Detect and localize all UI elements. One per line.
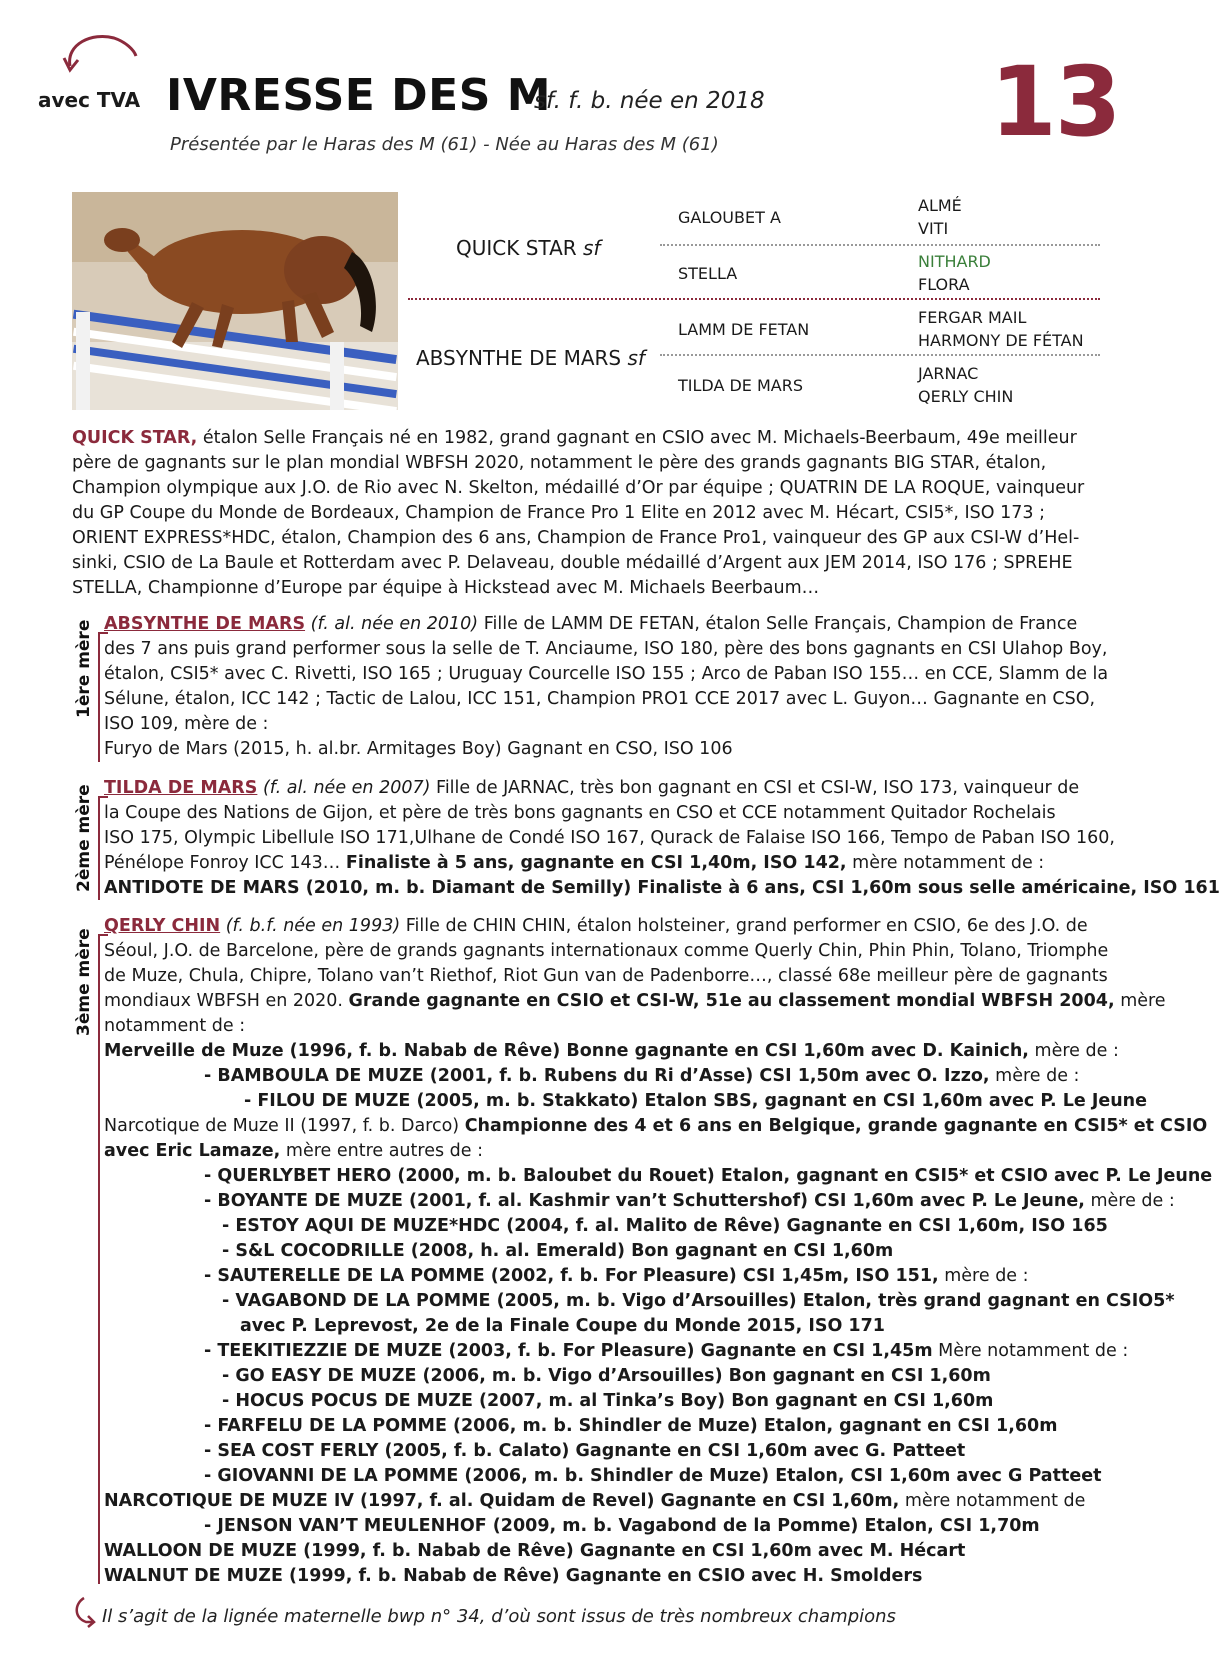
offspring-line: - FILOU DE MUZE (2005, m. b. Stakkato) Etalon SBS, gagnant en CSI 1,60m avec P. Le Jeune: [244, 1091, 1148, 1111]
pedigree-divider-main: [408, 298, 1100, 300]
dam1-bracket: [98, 632, 100, 762]
text-line: ISO 109, mère de :: [104, 714, 269, 734]
offspring-line: - VAGABOND DE LA POMME (2005, m. b. Vigo d’Arsouilles) Etalon, très grand gagnant en CSIO5*: [222, 1291, 1175, 1311]
pedigree-ggs7: JARNAC: [918, 364, 979, 383]
pedigree-ggs1: ALMÉ: [918, 196, 962, 215]
dam3-label: 3ème mère: [74, 928, 94, 1036]
offspring-line: - ESTOY AQUI DE MUZE*HDC (2004, f. al. Malito de Rêve) Gagnante en CSI 1,60m, ISO 165: [222, 1216, 1108, 1236]
pedigree-divider: [660, 354, 1100, 356]
text-line: notamment de :: [104, 1016, 246, 1036]
text-line: mère de :: [1034, 1041, 1119, 1061]
offspring-line: - GIOVANNI DE LA POMME (2006, m. b. Shindler de Muze) Etalon, CSI 1,60m avec G Patteet: [204, 1466, 1102, 1486]
offspring-line: - HOCUS POCUS DE MUZE (2007, m. al Tinka’s Boy) Bon gagnant en CSI 1,60m: [222, 1391, 994, 1411]
text-line: mère: [1120, 991, 1166, 1011]
footer-note: Il s’agit de la lignée maternelle bwp n° 34, d’où sont issus de très nombreux champions: [102, 1606, 896, 1627]
text-line: Fille de CHIN CHIN, étalon holsteiner, grand performer en CSIO, 6e des J.O. de: [405, 916, 1088, 936]
text-line: Fille de LAMM DE FETAN, étalon Selle Français, Champion de France: [483, 614, 1078, 634]
text-line: Mère notamment de :: [938, 1341, 1129, 1361]
text-line: ORIENT EXPRESS*HDC, étalon, Champion des 6 ans, Champion de France Pro1, vainqueur des GP aux CSI-W d’Hel-: [72, 528, 1080, 548]
dam2-info: (f. al. née en 2007): [262, 778, 431, 798]
offspring-line: - JENSON VAN’T MEULENHOF (2009, m. b. Vagabond de la Pomme) Etalon, CSI 1,70m: [204, 1516, 1040, 1536]
dam3-info: (f. b.f. née en 1993): [225, 916, 401, 936]
pedigree-dam: [416, 346, 645, 370]
text-line: étalon Selle Français né en 1982, grand gagnant en CSIO avec M. Michaels-Beerbaum, 49e meilleur: [202, 428, 1077, 448]
text-line: du GP Coupe du Monde de Bordeaux, Champion de France Pro 1 Elite en 2012 avec M. Hécart, CSI5*, ISO 173 ;: [72, 503, 1045, 523]
text-line: Sélune, étalon, ICC 142 ; Tactic de Lalou, ICC 151, Champion PRO1 CCE 2017 avec L. Guyon… Gagnante en CSO,: [104, 689, 1096, 709]
text-line: Séoul, J.O. de Barcelone, père de grands gagnants internationaux comme Querly Chin, Phin Phin, Tolano, Triomphe: [104, 941, 1109, 961]
pedigree-sire: [456, 236, 600, 260]
offspring-line: - SEA COST FERLY (2005, f. b. Calato) Gagnante en CSI 1,60m avec G. Patteet: [204, 1441, 966, 1461]
dam3-bracket: [98, 934, 100, 1584]
dam3-name: QERLY CHIN: [104, 916, 221, 936]
dam2-bracket: [98, 796, 100, 900]
offspring-line: Merveille de Muze (1996, f. b. Nabab de Rêve) Bonne gagnante en CSI 1,60m avec D. Kainich,: [104, 1041, 1029, 1061]
dam-breed: sf: [627, 346, 645, 370]
text-line: mère notamment de :: [852, 853, 1045, 873]
offspring-line: NARCOTIQUE DE MUZE IV (1997, f. al. Quidam de Revel) Gagnante en CSI 1,60m,: [104, 1491, 900, 1511]
lot-number: 13: [990, 46, 1120, 158]
offspring-line: avec P. Leprevost, 2e de la Finale Coupe du Monde 2015, ISO 171: [240, 1316, 885, 1336]
pedigree-gs1: GALOUBET A: [678, 208, 781, 227]
presented-by: Présentée par le Haras des M (61) - Née au Haras des M (61): [170, 134, 719, 155]
hook-arrow-icon: [70, 1596, 96, 1628]
text-line: la Coupe des Nations de Gijon, et père de très bons gagnants en CSO et CCE notamment Quitador Rochelais: [104, 803, 1056, 823]
text-line: sinki, CSIO de La Baule et Rotterdam avec P. Delaveau, double médaillé d’Argent aux JEM 2014, ISO 176 ; SPREHE: [72, 553, 1073, 573]
text-line: Narcotique de Muze II (1997, f. b. Darco): [104, 1116, 460, 1136]
text-line: des 7 ans puis grand performer sous la selle de T. Anciaume, ISO 180, père des bons gagnants en CSI Ulahop Boy,: [104, 639, 1108, 659]
text-line: Pénélope Fonroy ICC 143…: [104, 853, 341, 873]
text-line-bold: Grande gagnante en CSIO et CSI-W, 51e au classement mondial WBFSH 2004,: [348, 991, 1115, 1011]
offspring-line: WALLOON DE MUZE (1999, f. b. Nabab de Rêve) Gagnante en CSI 1,60m avec M. Hécart: [104, 1541, 966, 1561]
pedigree-ggs4: FLORA: [918, 275, 970, 294]
offspring-line: WALNUT DE MUZE (1999, f. b. Nabab de Rêve) Gagnante en CSIO avec H. Smolders: [104, 1566, 923, 1586]
text-line: mère de :: [944, 1266, 1029, 1286]
text-line: mondiaux WBFSH en 2020.: [104, 991, 343, 1011]
offspring-line: - TEEKITIEZZIE DE MUZE (2003, f. b. For Pleasure) Gagnante en CSI 1,45m: [204, 1341, 933, 1361]
pedigree-divider: [660, 244, 1100, 246]
dam1-label: 1ère mère: [74, 619, 94, 718]
offspring-line: Championne des 4 et 6 ans en Belgique, grande gagnante en CSI5* et CSIO: [464, 1116, 1208, 1136]
offspring-line: - GO EASY DE MUZE (2006, m. b. Vigo d’Arsouilles) Bon gagnant en CSI 1,60m: [222, 1366, 991, 1386]
offspring-line: - SAUTERELLE DE LA POMME (2002, f. b. For Pleasure) CSI 1,45m, ISO 151,: [204, 1266, 939, 1286]
text-line: mère notamment de: [904, 1491, 1086, 1511]
text-line: mère de :: [995, 1066, 1080, 1086]
pedigree-ggs6: HARMONY DE FÉTAN: [918, 331, 1084, 350]
pedigree-gs4: TILDA DE MARS: [678, 376, 804, 395]
horse-name: IVRESSE DES M: [166, 70, 552, 121]
offspring-line: - FARFELU DE LA POMME (2006, m. b. Shindler de Muze) Etalon, gagnant en CSI 1,60m: [204, 1416, 1058, 1436]
offspring-line: ANTIDOTE DE MARS (2010, m. b. Diamant de Semilly) Finaliste à 6 ans, CSI 1,60m sous selle américaine, ISO 161: [104, 878, 1220, 898]
dam2-name: TILDA DE MARS: [104, 778, 258, 798]
dam-name: ABSYNTHE DE MARS: [416, 346, 622, 370]
pedigree-ggs2: VITI: [918, 219, 949, 238]
offspring-line: - S&L COCODRILLE (2008, h. al. Emerald) Bon gagnant en CSI 1,60m: [222, 1241, 894, 1261]
text-line: ISO 175, Olympic Libellule ISO 171,Ulhane de Condé ISO 167, Qurack de Falaise ISO 166, Tempo de Paban ISO 160,: [104, 828, 1115, 848]
offspring-line: - QUERLYBET HERO (2000, m. b. Baloubet du Rouet) Etalon, gagnant en CSI5* et CSIO avec P. Le Jeune: [204, 1166, 1213, 1186]
vat-label: avec TVA: [38, 88, 141, 112]
text-line: Fille de JARNAC, très bon gagnant en CSI et CSI-W, ISO 173, vainqueur de: [436, 778, 1080, 798]
curved-arrow-icon: [62, 30, 140, 80]
dam2-label: 2ème mère: [74, 784, 94, 892]
pedigree-ggs5: FERGAR MAIL: [918, 308, 1027, 327]
offspring-line: - BOYANTE DE MUZE (2001, f. al. Kashmir van’t Schuttershof) CSI 1,60m avec P. Le Jeune,: [204, 1191, 1085, 1211]
text-line: mère entre autres de :: [285, 1141, 483, 1161]
horse-photo: [72, 192, 398, 410]
offspring-line: avec Eric Lamaze,: [104, 1141, 281, 1161]
horse-info: sf. f. b. née en 2018: [534, 88, 765, 114]
text-line: étalon, CSI5* avec C. Rivetti, ISO 165 ; Uruguay Courcelle ISO 155 ; Arco de Paban ISO 155… en CCE, Slamm de la: [104, 664, 1109, 684]
pedigree-ggs8: QERLY CHIN: [918, 387, 1014, 406]
pedigree-gs3: LAMM DE FETAN: [678, 320, 810, 339]
sire-breed: sf: [583, 236, 601, 260]
sire-name: QUICK STAR: [456, 236, 577, 260]
text-line: Furyo de Mars (2015, h. al.br. Armitages Boy) Gagnant en CSO, ISO 106: [104, 739, 733, 759]
text-line: de Muze, Chula, Chipre, Tolano van’t Riethof, Riot Gun van de Padenborre…, classé 68e meilleur père de gagnants: [104, 966, 1108, 986]
dam1-info: (f. al. née en 2010): [310, 614, 479, 634]
text-line-bold: Finaliste à 5 ans, gagnante en CSI 1,40m, ISO 142,: [345, 853, 847, 873]
pedigree-ggs3: NITHARD: [918, 252, 991, 271]
sire-para-name: QUICK STAR,: [72, 428, 198, 448]
text-line: Champion olympique aux J.O. de Rio avec N. Skelton, médaillé d’Or par équipe ; QUATRIN DE LA ROQUE, vainqueur: [72, 478, 1085, 498]
dam1-name: ABSYNTHE DE MARS: [104, 614, 306, 634]
offspring-line: - BAMBOULA DE MUZE (2001, f. b. Rubens du Ri d’Asse) CSI 1,50m avec O. Izzo,: [204, 1066, 990, 1086]
text-line: STELLA, Championne d’Europe par équipe à Hickstead avec M. Michaels Beerbaum…: [72, 578, 820, 598]
text-line: mère de :: [1090, 1191, 1175, 1211]
text-line: père de gagnants sur le plan mondial WBFSH 2020, notamment le père des grands gagnants BIG STAR, étalon,: [72, 453, 1047, 473]
pedigree-gs2: STELLA: [678, 264, 738, 283]
